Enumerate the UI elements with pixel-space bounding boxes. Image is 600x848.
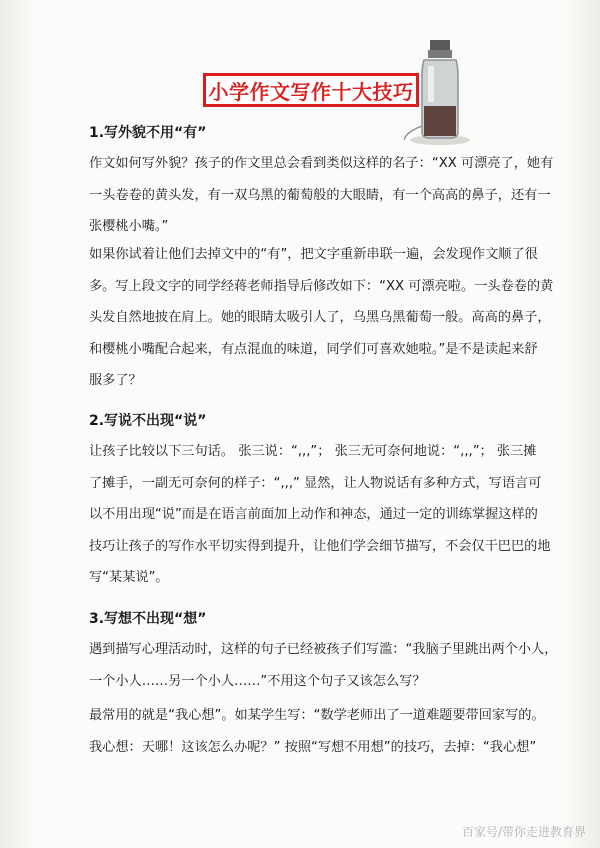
text-line: 让孩子比较以下三句话。 张三说：“,,,”； 张三无可奈何地说：“,,,”； 张三摊	[89, 444, 537, 459]
text-line: 服多了？	[89, 373, 142, 388]
section-1-paragraph-1	[89, 148, 554, 243]
watermark: 百家号/带你走进教育界	[461, 825, 586, 839]
text-line: 如果你试着让他们去掉文中的“有”，把文字重新串联一遍，会发现作文顺了很	[89, 247, 538, 262]
text-line: 头发自然地披在肩上。她的眼睛太吸引人了，乌黑乌黑葡萄一般。高高的鼻子，	[89, 310, 551, 325]
section-1-paragraph-2	[89, 239, 554, 397]
section-heading-2: 2.写说不出现“说”	[89, 413, 207, 429]
text-line: 张樱桃小嘴。”	[89, 219, 169, 234]
section-3-paragraph-2	[89, 700, 545, 763]
section-heading-3: 3.写想不出现“想”	[89, 611, 207, 627]
text-line: 一个小人……另一个小人……”不用这个句子又该怎么写？	[89, 673, 426, 689]
text-line: 遇到描写心理活动时，这样的句子已经被孩子们写滥：“我脑子里跳出两个小人，	[89, 642, 558, 657]
page-title: 小学作文写作十大技巧	[208, 79, 414, 104]
section-3-paragraph-1	[89, 634, 558, 697]
text-line: 作文如何写外貌？孩子的作文里总会看到类似这样的名子：“XX 可漂亮了，她有	[89, 156, 554, 171]
text-line: 最常用的就是“我心想”。如某学生写：“数学老师出了一道难题要带回家写的。	[89, 708, 545, 723]
text-line: 技巧让孩子的写作水平切实得到提升，让他们学会细节描写，不会仅干巴巴的地	[89, 538, 551, 554]
text-line: 多。写上段文字的同学经蒋老师指导后修改如下：“XX 可漂亮啦。一头卷卷的黄	[89, 278, 554, 294]
text-line: 写“某某说”。	[89, 570, 169, 585]
text-line: 以不用出现“说”而是在语言前面加上动作和神态，通过一定的训练掌握这样的	[89, 507, 538, 522]
text-line: 一头卷卷的黄头发，有一双乌黑的葡萄般的大眼睛，有一个高高的鼻子，还有一	[89, 187, 551, 203]
title-banner	[203, 73, 419, 107]
section-heading-1: 1.写外貌不用“有”	[89, 125, 207, 141]
text-line: 和樱桃小嘴配合起来，有点混血的味道，同学们可喜欢她啦。”是不是读起来舒	[89, 341, 538, 357]
text-line: 了摊手，一副无可奈何的样子：“,,,” 显然，让人物说话有多种方式，写语言可	[89, 475, 542, 491]
section-2-paragraph-1	[89, 436, 551, 594]
text-line: 我心想：天哪！这该怎么办呢？” 按照“写想不用想”的技巧，去掉：“我心想”	[89, 739, 537, 755]
